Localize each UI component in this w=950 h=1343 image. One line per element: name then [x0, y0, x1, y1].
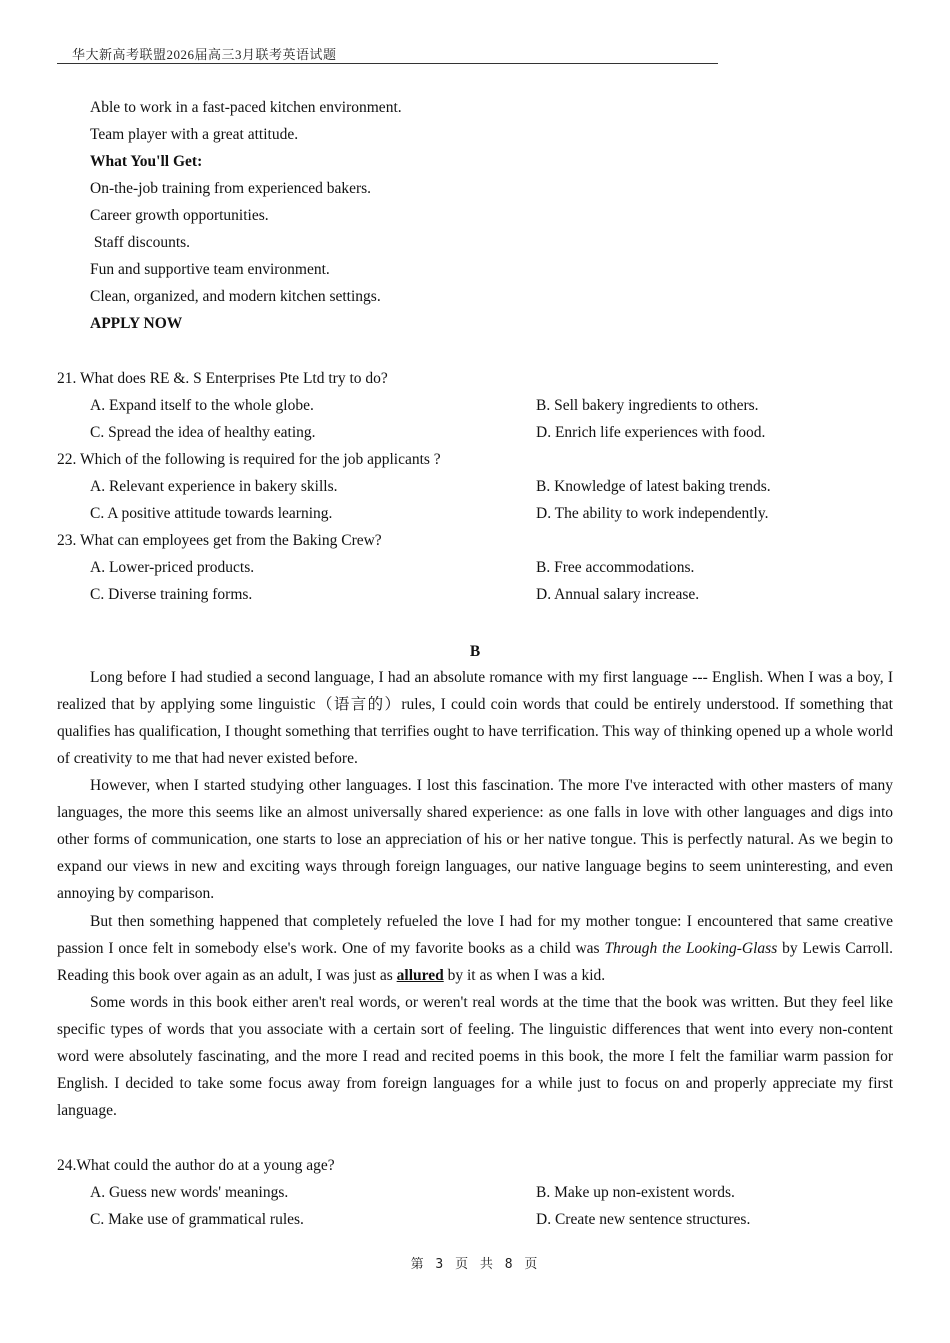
answer-option: A. Expand itself to the whole globe. — [90, 397, 314, 414]
book-title: Through the Looking-Glass — [604, 940, 778, 958]
paragraph-text: But then something happened that completely refueled the love I had for my mother tongue: I encountered that same creative passion I once felt in somebody else's work. One of my favorite books as a child was — [57, 913, 893, 958]
answer-option: D. Enrich life experiences with food. — [536, 424, 766, 441]
answer-option: B. Sell bakery ingredients to others. — [536, 397, 759, 414]
exam-header-title: 华大新高考联盟2026届高三3月联考英语试题 — [72, 47, 337, 62]
answer-option: B. Free accommodations. — [536, 559, 695, 576]
benefit-line: On-the-job training from experienced bakers. — [90, 180, 372, 197]
answer-option: A. Relevant experience in bakery skills. — [90, 478, 338, 495]
benefit-line: Clean, organized, and modern kitchen settings. — [90, 288, 381, 305]
answer-option: C. Make use of grammatical rules. — [90, 1211, 304, 1228]
paragraph-text: by Lewis Carroll. Reading this book over again as an adult, I was just as — [57, 940, 893, 985]
answer-option: C. Spread the idea of healthy eating. — [90, 424, 316, 441]
answer-option: C. A positive attitude towards learning. — [90, 505, 333, 522]
question-stem: 23. What can employees get from the Baking Crew? — [57, 532, 382, 549]
question-stem: 24.What could the author do at a young age? — [57, 1157, 335, 1174]
answer-option: D. Create new sentence structures. — [536, 1211, 751, 1228]
underlined-word: allured — [396, 967, 444, 985]
answer-option: A. Lower-priced products. — [90, 559, 255, 576]
page-number: 第 3 页 共 8 页 — [410, 1257, 540, 1272]
benefit-line: Career growth opportunities. — [90, 207, 269, 224]
benefits-heading: What You'll Get: — [90, 153, 203, 170]
requirement-line: Team player with a great attitude. — [90, 126, 299, 143]
answer-option: B. Knowledge of latest baking trends. — [536, 478, 771, 495]
answer-option: B. Make up non-existent words. — [536, 1184, 735, 1201]
answer-option: D. Annual salary increase. — [536, 586, 700, 603]
passage-paragraph: Some words in this book either aren't real words, or weren't real words at the time that the book was written. But they feel like specific types of words that you associate with a certain sort of feeling. The linguistic differences that went into every non-content word were absolutely fascinating, and the more I read and recited poems in this book, the more I felt the familiar warm passion for English. I decided to take some focus away from foreign languages for a while just to focus on and properly appreciate my first language. — [57, 994, 893, 1120]
header-divider — [57, 63, 718, 64]
benefit-line: Staff discounts. — [90, 234, 191, 251]
section-letter: B — [469, 643, 481, 660]
passage-paragraph — [57, 908, 893, 989]
paragraph-text: by it as when I was a kid. — [443, 967, 606, 985]
apply-now-label: APPLY NOW — [90, 315, 183, 332]
answer-option: D. The ability to work independently. — [536, 505, 769, 522]
passage-paragraph: Long before I had studied a second language, I had an absolute romance with my first language --- English. When I was a boy, I realized that by applying some linguistic（语言的）rules, I could coin words that could be entirely understood. If something that qualifies has qualification, I thought something that terrifies ought to have terrification. This way of thinking opened up a whole world of creativity to me that had never existed before. — [57, 669, 893, 768]
requirement-line: Able to work in a fast-paced kitchen environment. — [90, 99, 402, 116]
answer-option: A. Guess new words' meanings. — [90, 1184, 289, 1201]
passage-paragraph: However, when I started studying other languages. I lost this fascination. The more I've interacted with other masters of many languages, the more this seems like an almost universally shared experience: as one falls in love with other languages and digs into other forms of communication, one starts to lose an appreciation of his or her native tongue. This is perfectly natural. As we begin to expand our views in new and exciting ways through foreign languages, our native language begins to seem uninteresting, and even annoying by comparison. — [57, 777, 893, 903]
question-stem: 22. Which of the following is required for the job applicants ? — [57, 451, 441, 468]
question-stem: 21. What does RE &. S Enterprises Pte Ltd try to do? — [57, 370, 388, 387]
answer-option: C. Diverse training forms. — [90, 586, 253, 603]
benefit-line: Fun and supportive team environment. — [90, 261, 330, 278]
